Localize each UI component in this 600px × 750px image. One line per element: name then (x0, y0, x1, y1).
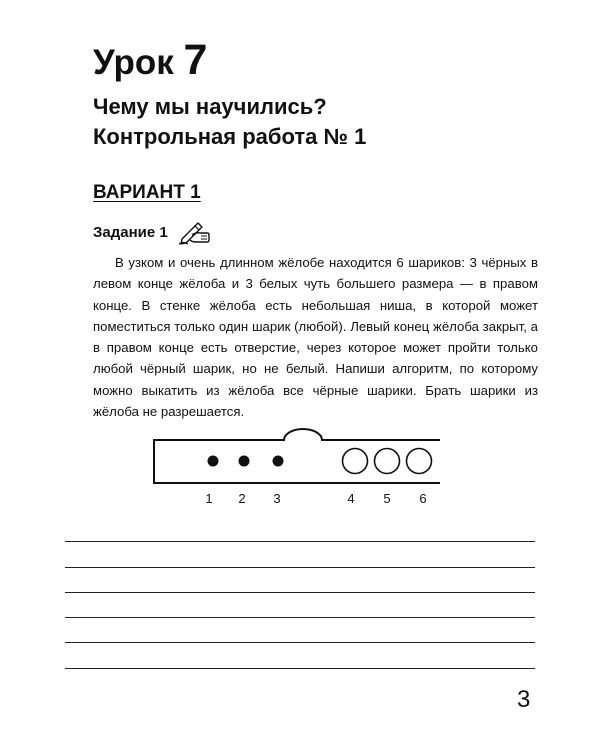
variant-heading: ВАРИАНТ 1 (93, 182, 201, 203)
answer-line (65, 617, 535, 618)
problem-text: В узком и очень длинном жёлобе находится 6 шариков: 3 чёрных в левом конце жёлоба и 3 белых чуть большего размера — в правом конце. В стенке жёлоба есть небольшая ниша, в которой может поместиться только один шарик (любой). Левый конец жёлоба закрыт, а в правом конце есть отверстие, через которое может пройти только любой чёрный шарик, но не белый. Напиши алгоритм, по которому можно выкатить из жёлоба все чёрные шарики. Брать шарики из жёлоба не разрешается. (93, 255, 538, 420)
answer-line (65, 642, 535, 643)
ball-label-5: 5 (383, 491, 391, 506)
answer-line (65, 592, 535, 593)
lesson-word: Урок (93, 43, 174, 82)
white-ball-6 (407, 449, 432, 474)
ball-label-2: 2 (238, 491, 246, 506)
answer-line (65, 668, 535, 669)
ball-label-4: 4 (347, 491, 355, 506)
black-ball-2 (239, 456, 250, 467)
lesson-number: 7 (183, 36, 208, 84)
white-ball-5 (375, 449, 400, 474)
ball-label-3: 3 (273, 491, 281, 506)
black-ball-1 (208, 456, 219, 467)
subtitle-line-2: Контрольная работа № 1 (93, 124, 367, 149)
page-number: 3 (517, 686, 531, 713)
white-ball-4 (343, 449, 368, 474)
subtitle-line-1: Чему мы научились? (93, 94, 327, 119)
ball-label-6: 6 (419, 491, 427, 506)
ball-label-1: 1 (205, 491, 213, 506)
black-ball-3 (273, 456, 284, 467)
task-label: Задание 1 (93, 223, 168, 241)
answer-line (65, 541, 535, 542)
answer-line (65, 567, 535, 568)
